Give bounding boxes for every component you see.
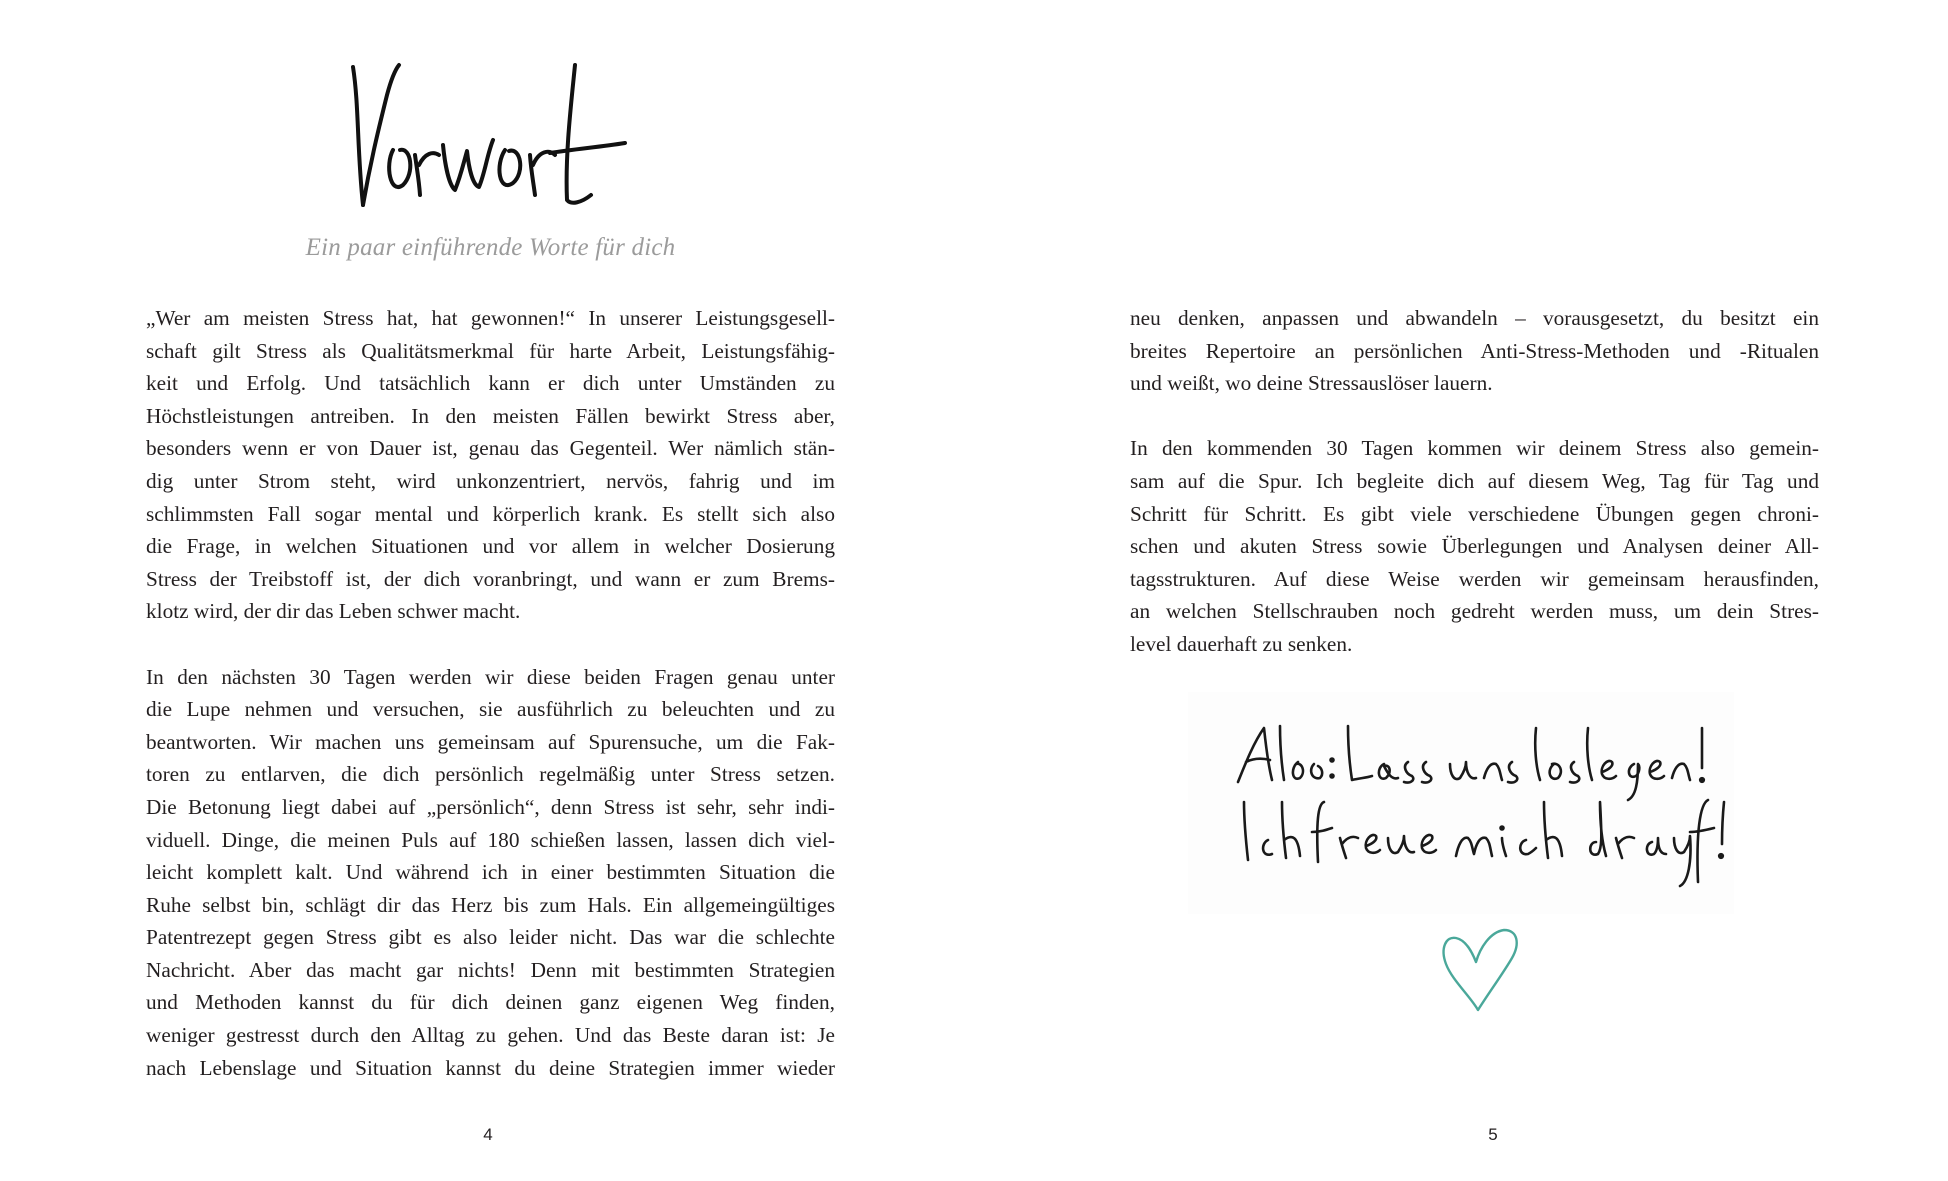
handwriting-script [1188, 692, 1734, 914]
text-line: Ruhe selbst bin, schlägt dir das Herz bis zum Hals. Ein allgemeingültiges [146, 892, 835, 917]
text-line: an welchen Stellschrauben noch gedreht werden muss, um dein Stres- [1130, 599, 1819, 624]
text-line: und Methoden kannst du für dich deinen ganz eigenen Weg finden, [146, 990, 835, 1015]
text-line: schen und akuten Stress sowie Überlegungen und Analysen deiner All- [1130, 534, 1819, 559]
text-line: dig unter Strom steht, wird unkonzentriert, nervös, fahrig und im [146, 468, 835, 493]
svg-text:Vorwort: Vorwort [345, 213, 349, 214]
text-line: klotz wird, der dir das Leben schwer macht. [146, 599, 521, 624]
left-body-text [146, 302, 835, 1084]
text-line: weniger gestresst durch den Alltag zu gehen. Und das Beste daran ist: Je [146, 1023, 835, 1048]
text-line: keit und Erfolg. Und tatsächlich kann er dich unter Umständen zu [146, 371, 835, 396]
handwritten-note [1188, 692, 1734, 914]
text-line: breites Repertoire an persönlichen Anti-Stress-Methoden und -Ritualen [1130, 338, 1819, 363]
text-line: neu denken, anpassen und abwandeln – vorausgesetzt, du besitzt ein [1130, 306, 1819, 330]
paragraph-gap [146, 628, 835, 661]
text-line: level dauerhaft zu senken. [1130, 631, 1353, 656]
svg-text:Ich freue mich drauf!: Ich freue mich drauf! [1188, 913, 1197, 914]
page-number: 4 [483, 1125, 493, 1144]
page-number: 5 [1488, 1125, 1498, 1144]
heart-icon [1434, 914, 1524, 1014]
text-line: Höchstleistungen antreiben. In den meisten Fällen bewirkt Stress aber, [146, 403, 835, 428]
text-line: besonders wenn er von Dauer ist, genau das Gegenteil. Wer nämlich stän- [146, 436, 835, 461]
text-line: nach Lebenslage und Situation kannst du deine Strategien immer wieder [146, 1055, 835, 1080]
text-line: Nachricht. Aber das macht gar nichts! Denn mit bestimmten Strategien [146, 957, 835, 982]
subtitle: Ein paar einführende Worte für dich [305, 234, 676, 261]
text-line: Stress der Treibstoff ist, der dich voranbringt, und wann er zum Brems- [146, 566, 835, 591]
text-line: schaft gilt Stress als Qualitätsmerkmal für harte Arbeit, Leistungsfähig- [146, 338, 835, 363]
text-line: In den nächsten 30 Tagen werden wir diese beiden Fragen genau unter [146, 664, 835, 689]
text-line: Die Betonung liegt dabei auf „persönlich“, denn Stress ist sehr, sehr indi- [146, 794, 835, 819]
text-line: In den kommenden 30 Tagen kommen wir deinem Stress also gemein- [1130, 436, 1819, 461]
text-line: die Lupe nehmen und versuchen, sie ausführlich zu beleuchten und zu [146, 697, 835, 722]
text-line: beantworten. Wir machen uns gemeinsam auf Spurensuche, um die Fak- [146, 729, 835, 754]
text-line: „Wer am meisten Stress hat, hat gewonnen!“ In unserer Leistungsgesell- [146, 306, 835, 330]
text-line: leicht komplett kalt. Und während ich in einer bestimmten Situation die [146, 860, 835, 885]
text-line: Patentrezept gegen Stress gibt es also leider nicht. Das war die schlechte [146, 925, 835, 950]
text-line: sam auf die Spur. Ich begleite dich auf diesem Weg, Tag für Tag und [1130, 468, 1819, 493]
text-line: schlimmsten Fall sogar mental und körperlich krank. Es stellt sich also [146, 501, 835, 526]
text-line: tagsstrukturen. Auf diese Weise werden wir gemeinsam herausfinden, [1130, 566, 1819, 591]
text-line: und weißt, wo deine Stressauslöser lauern. [1130, 371, 1493, 396]
paragraph-gap [1130, 400, 1819, 433]
text-line: viduell. Dinge, die meinen Puls auf 180 schießen lassen, lassen dich viel- [146, 827, 835, 852]
svg-text:Also: Lass uns loslegen!: Also: Lass uns loslegen! [1188, 912, 1198, 913]
right-body-text [1130, 302, 1819, 661]
text-line: Schritt für Schritt. Es gibt viele verschiedene Übungen gegen chroni- [1130, 501, 1819, 526]
text-line: toren zu entlarven, die dich persönlich regelmäßig unter Stress setzen. [146, 762, 835, 787]
right-page [974, 0, 1948, 1181]
title-vorwort-script [345, 55, 635, 215]
text-line: die Frage, in welchen Situationen und vor allem in welcher Dosierung [146, 534, 835, 559]
